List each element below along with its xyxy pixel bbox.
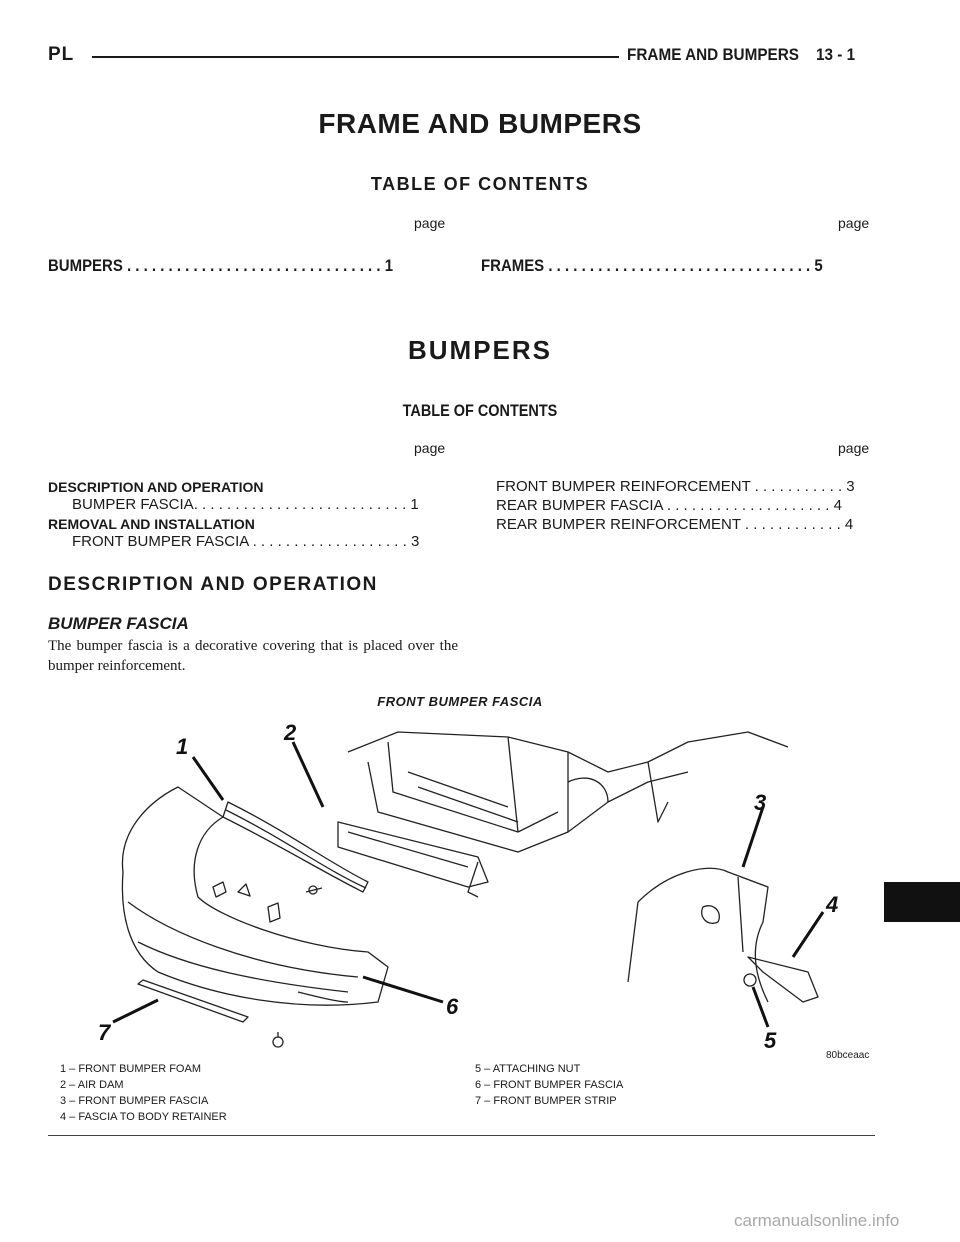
callout-3: 3 <box>754 790 767 815</box>
toc-page-label-left: page <box>414 215 446 231</box>
figure-title: FRONT BUMPER FASCIA <box>377 694 543 709</box>
legend-item: 3 – FRONT BUMPER FASCIA <box>60 1095 209 1107</box>
header-rule <box>92 56 619 58</box>
toc-entry-page: 5 <box>814 256 823 275</box>
callout-7: 7 <box>98 1020 111 1045</box>
toc-item-rear-bumper-reinforcement[interactable]: REAR BUMPER REINFORCEMENT . . . . . . . . . . . . 4 <box>496 516 854 533</box>
watermark: carmanualsonline.info <box>734 1211 900 1230</box>
toc-category: DESCRIPTION AND OPERATION <box>48 479 264 495</box>
legend-item: 1 – FRONT BUMPER FOAM <box>60 1063 201 1075</box>
callout-6: 6 <box>446 994 459 1019</box>
section-page-label-right: page <box>838 440 870 456</box>
figure-code: 80bceaac <box>826 1050 870 1061</box>
toc-entry-label: FRAMES <box>481 256 545 275</box>
toc-entry-bumpers[interactable] <box>48 256 393 276</box>
legend-item: 4 – FASCIA TO BODY RETAINER <box>60 1111 227 1123</box>
section-page-label-left: page <box>414 440 446 456</box>
toc-page-label-right: page <box>838 215 870 231</box>
toc-item-front-bumper-reinforcement[interactable]: FRONT BUMPER REINFORCEMENT . . . . . . . . . . . 3 <box>496 478 855 495</box>
header-section-code: PL <box>48 44 75 65</box>
toc-entry-dots: . . . . . . . . . . . . . . . . . . . . . . . . . . . . . . . . <box>548 256 811 275</box>
description-body: The bumper fascia is a decorative covering that is placed over the bumper reinforcement. <box>48 638 458 674</box>
description-heading: DESCRIPTION AND OPERATION <box>48 574 378 595</box>
section-toc-heading: TABLE OF CONTENTS <box>402 401 558 420</box>
callout-1: 1 <box>176 734 189 759</box>
page-title: FRAME AND BUMPERS <box>318 108 642 139</box>
header-chapter-page: FRAME AND BUMPERS 13 - 1 <box>627 45 856 64</box>
section-title: BUMPERS <box>407 335 552 365</box>
legend-item: 5 – ATTACHING NUT <box>475 1063 581 1075</box>
toc-category: REMOVAL AND INSTALLATION <box>48 516 255 532</box>
bumper-fascia-subheading: BUMPER FASCIA <box>48 614 189 633</box>
toc-entry-frames[interactable] <box>481 256 823 276</box>
toc-entry-page: 1 <box>384 256 394 275</box>
toc-item-rear-bumper-fascia[interactable]: REAR BUMPER FASCIA . . . . . . . . . . . . . . . . . . . . 4 <box>496 497 842 514</box>
toc-heading: TABLE OF CONTENTS <box>370 174 590 194</box>
legend-item: 7 – FRONT BUMPER STRIP <box>475 1095 617 1107</box>
toc-entry-dots: . . . . . . . . . . . . . . . . . . . . . . . . . . . . . . . <box>126 256 381 275</box>
toc-item-bumper-fascia[interactable]: BUMPER FASCIA. . . . . . . . . . . . . . . . . . . . . . . . . . 1 <box>72 496 419 513</box>
front-bumper-fascia-illustration <box>48 712 878 1062</box>
callout-5: 5 <box>764 1028 777 1053</box>
legend-item: 2 – AIR DAM <box>60 1079 124 1091</box>
callout-2: 2 <box>284 720 297 745</box>
legend-item: 6 – FRONT BUMPER FASCIA <box>475 1079 624 1091</box>
toc-item-front-bumper-fascia[interactable]: FRONT BUMPER FASCIA . . . . . . . . . . . . . . . . . . . 3 <box>72 533 420 550</box>
figure-bottom-rule <box>48 1135 875 1136</box>
toc-entry-label: BUMPERS <box>48 256 123 275</box>
section-thumb-tab <box>884 882 960 922</box>
callout-4: 4 <box>826 892 839 917</box>
